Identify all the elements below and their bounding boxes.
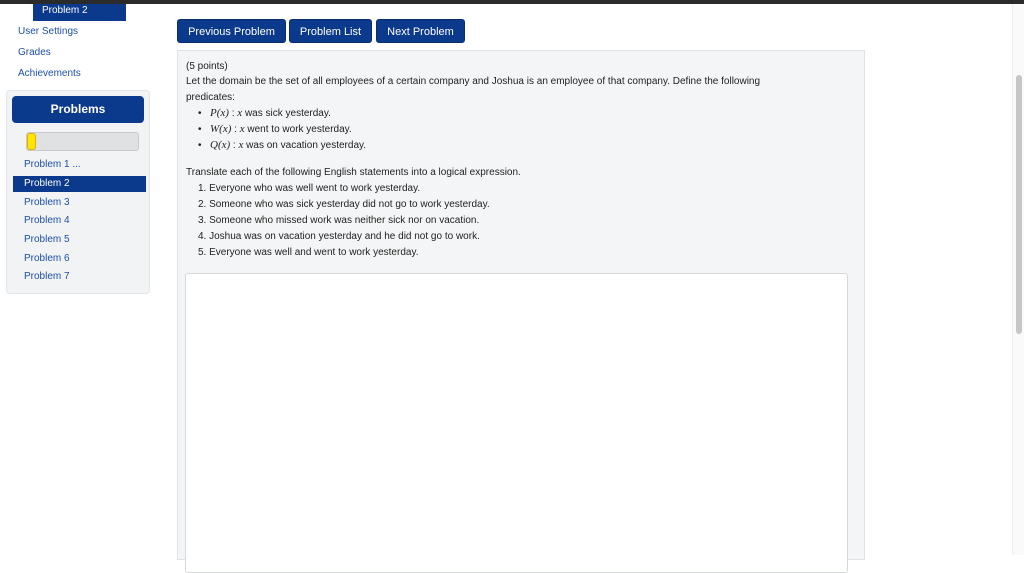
predicate-separator: : [228, 108, 238, 119]
problem-list-item-6[interactable]: Problem 6 [24, 253, 70, 264]
nav-link-user-settings[interactable]: User Settings [18, 26, 79, 37]
top-bar [0, 0, 1024, 4]
predicate-text: went to work yesterday. [244, 124, 352, 135]
problem-list-item-4[interactable]: Problem 4 [24, 215, 70, 226]
answer-input-area[interactable] [185, 273, 848, 573]
predicate-symbol: P(x) [210, 107, 229, 119]
problems-panel [6, 90, 150, 294]
progress-bar-fill [27, 133, 36, 150]
problem-list-item-2[interactable]: Problem 2 [13, 176, 146, 192]
predicate-separator: : [230, 140, 239, 151]
problem-list-item-5[interactable]: Problem 5 [24, 234, 70, 245]
problem-list-item-1[interactable]: Problem 1 ... [24, 159, 81, 170]
problem-intro-line-2: predicates: [186, 92, 235, 103]
predicate-variable: x [238, 139, 244, 151]
predicate-item [198, 107, 331, 119]
predicate-separator: : [231, 124, 240, 135]
problem-intro-line-1: Let the domain be the set of all employees of a certain company and Joshua is an employee of that company. Define the following [186, 76, 761, 87]
problem-list-item-3[interactable]: Problem 3 [24, 197, 70, 208]
predicate-variable: x [237, 107, 243, 119]
statement-item: 4. Joshua was on vacation yesterday and he did not go to work. [198, 231, 480, 242]
predicate-item [198, 139, 366, 151]
problem-list-item-7[interactable]: Problem 7 [24, 271, 70, 282]
bullet-icon: • [198, 108, 202, 119]
predicate-symbol: W(x) [210, 123, 232, 135]
previous-problem-button[interactable]: Previous Problem [177, 19, 286, 43]
scrollbar-thumb[interactable] [1016, 75, 1022, 334]
nav-link-grades[interactable]: Grades [18, 47, 51, 58]
problem-points: (5 points) [186, 61, 228, 72]
page-scrollbar[interactable] [1012, 4, 1024, 555]
problems-panel-title: Problems [12, 96, 144, 123]
next-problem-button[interactable]: Next Problem [376, 19, 465, 43]
statement-item: 3. Someone who missed work was neither sick nor on vacation. [198, 215, 480, 226]
predicate-symbol: Q(x) [210, 139, 231, 151]
predicate-text: was on vacation yesterday. [243, 140, 367, 151]
problem-instruction: Translate each of the following English statements into a logical expression. [186, 167, 521, 178]
problem-panel [177, 50, 865, 560]
bullet-icon: • [198, 124, 202, 135]
progress-bar [26, 132, 139, 151]
bullet-icon: • [198, 140, 202, 151]
statement-item: 5. Everyone was well and went to work yesterday. [198, 247, 419, 258]
statement-item: 2. Someone who was sick yesterday did not go to work yesterday. [198, 199, 490, 210]
nav-item-problem-2-current[interactable]: Problem 2 [33, 4, 126, 21]
nav-link-achievements[interactable]: Achievements [18, 68, 81, 79]
predicate-text: was sick yesterday. [242, 108, 331, 119]
statement-item: 1. Everyone who was well went to work yesterday. [198, 183, 421, 194]
problem-list-button[interactable]: Problem List [289, 19, 372, 43]
predicate-variable: x [239, 123, 245, 135]
predicate-item [198, 123, 352, 135]
